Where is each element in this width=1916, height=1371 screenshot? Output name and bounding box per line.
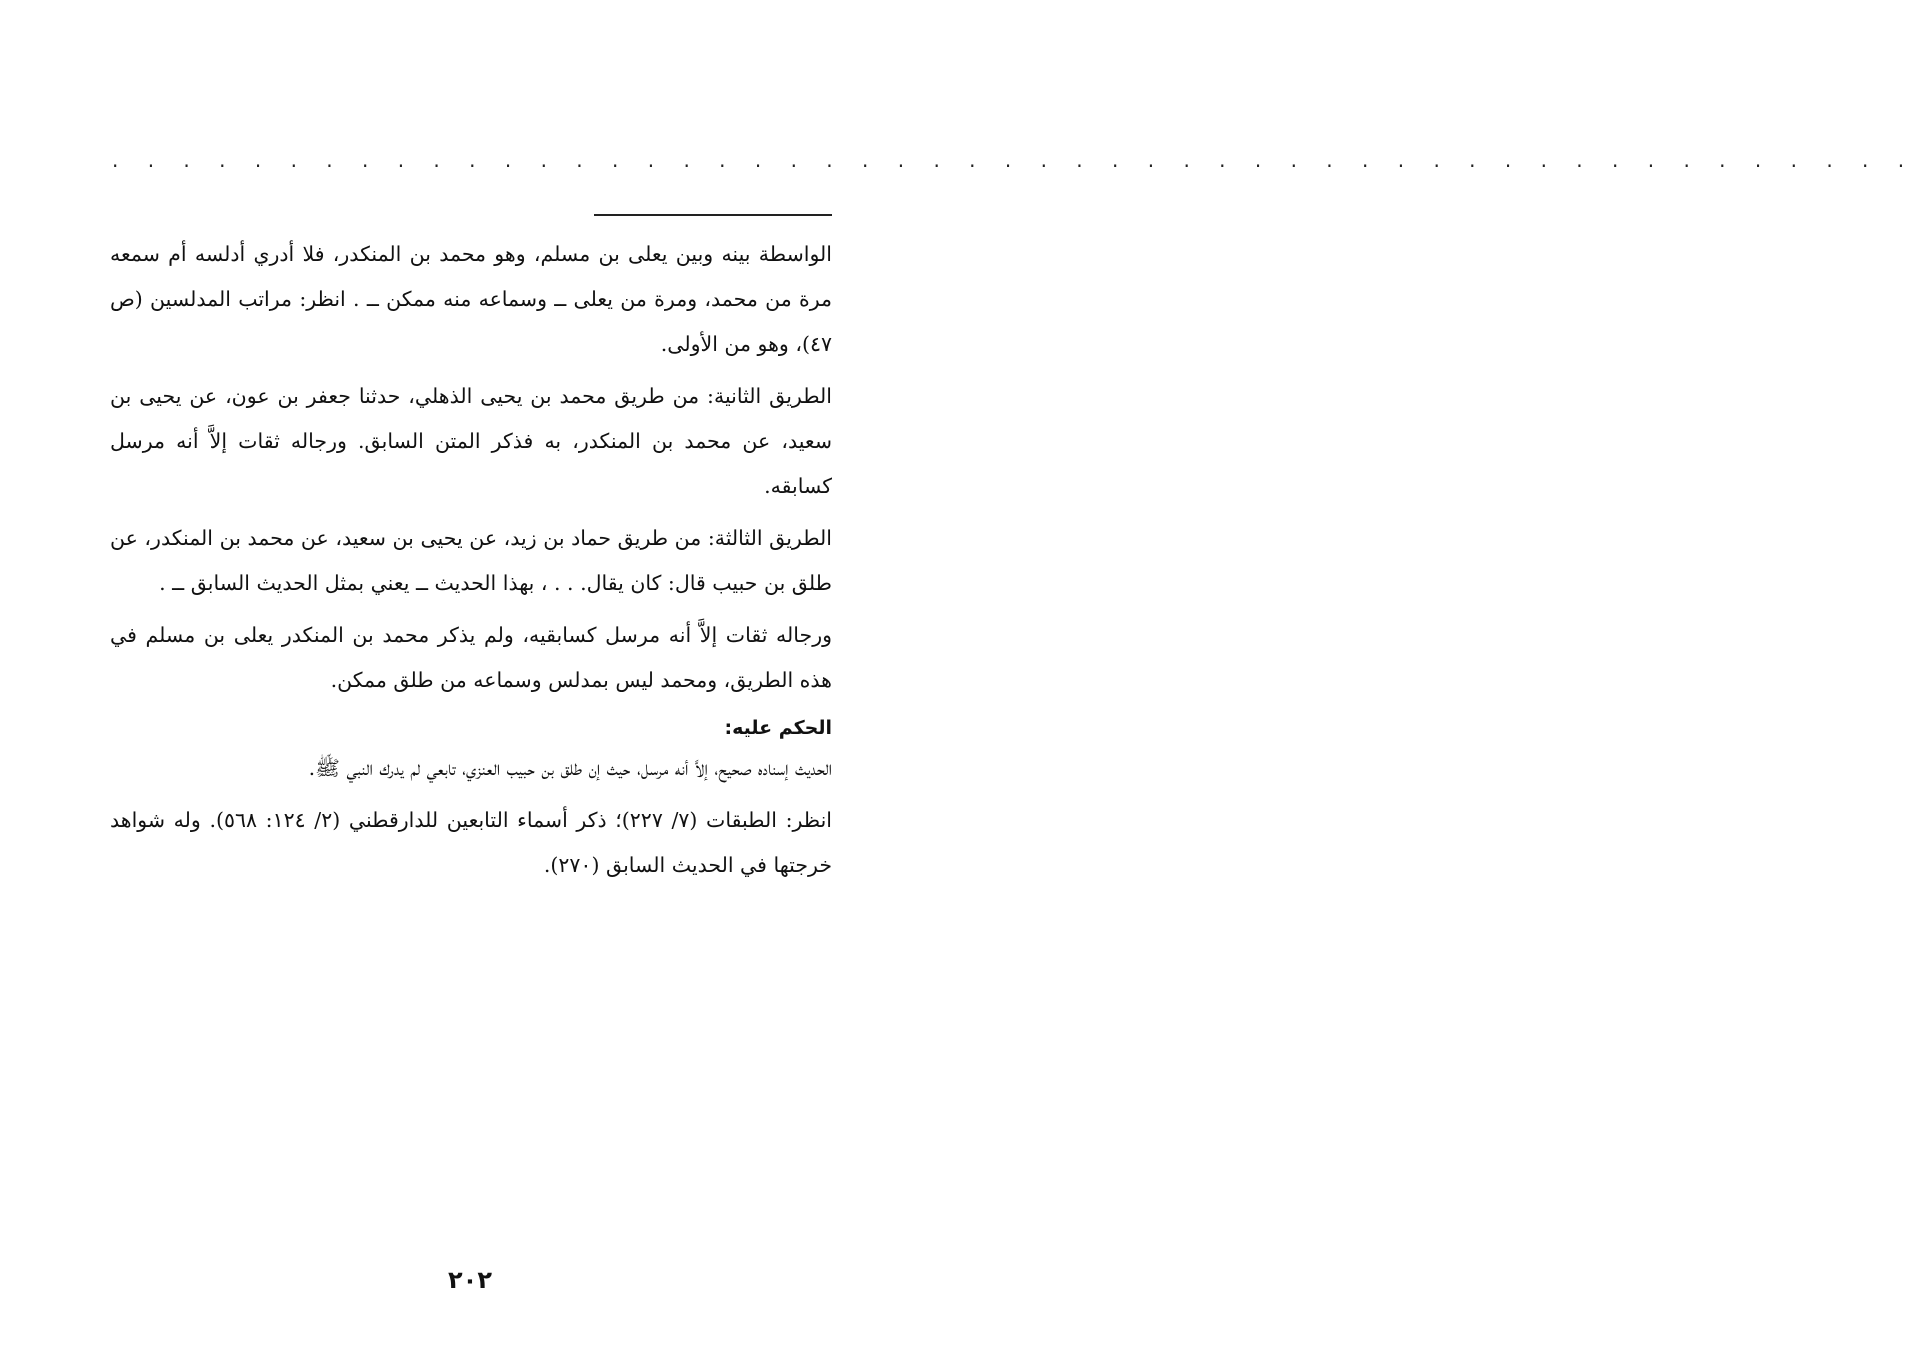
ruling-heading: الحكم عليه: (724, 717, 832, 739)
ruling-paragraph-2: انظر: الطبقات (٧/ ٢٢٧)؛ ذكر أسماء التابعين للدارقطني (٢/ ١٢٤: ٥٦٨). وله شواهد خرجتها في الحديث السابق (٢٧٠). (110, 808, 832, 877)
footnote-rule (594, 214, 832, 216)
footnote-paragraph-4: ورجاله ثقات إلاَّ أنه مرسل كسابقيه، ولم يذكر محمد بن المنكدر يعلى بن مسلم في هذه الطريق، ومحمد ليس بمدلس وسماعه من طلق ممكن. (110, 623, 832, 692)
footnote-paragraph-2: الطريق الثانية: من طريق محمد بن يحيى الذهلي، حدثنا جعفر بن عون، عن يحيى بن سعيد، عن محمد بن المنكدر، به فذكر المتن السابق. ورجاله ثقات إلاَّ أنه مرسل كسابقه. (110, 384, 832, 498)
footnote-paragraph-3: الطريق الثالثة: من طريق حماد بن زيد، عن يحيى بن سعيد، عن محمد بن المنكدر، عن طلق بن حبيب قال: كان يقال. . . ، بهذا الحديث ــ يعني بمثل الحديث السابق ــ . (110, 526, 832, 595)
ruling-paragraph-1: الحديث إسناده صحيح، إلاَّ أنه مرسل، حيث إن طلق بن حبيب العنزي، تابعي لم يدرك النبي ﷺ. (308, 756, 832, 780)
page-number: ٢٠٢ (448, 1266, 492, 1294)
footnote-body (110, 232, 832, 895)
separator-dots: . . . . . . . . . . . . . . . . . . . . . . . . . . . . . . . . . . . . . . . . . . . . . . . . . . . (112, 148, 1916, 172)
footnote-paragraph-1: الواسطة بينه وبين يعلى بن مسلم، وهو محمد بن المنكدر، فلا أدري أدلسه أم سمعه مرة من محمد، ومرة من يعلى ــ وسماعه منه ممكن ــ . انظر: مراتب المدلسين (ص ٤٧)، وهو من الأولى. (110, 242, 832, 356)
